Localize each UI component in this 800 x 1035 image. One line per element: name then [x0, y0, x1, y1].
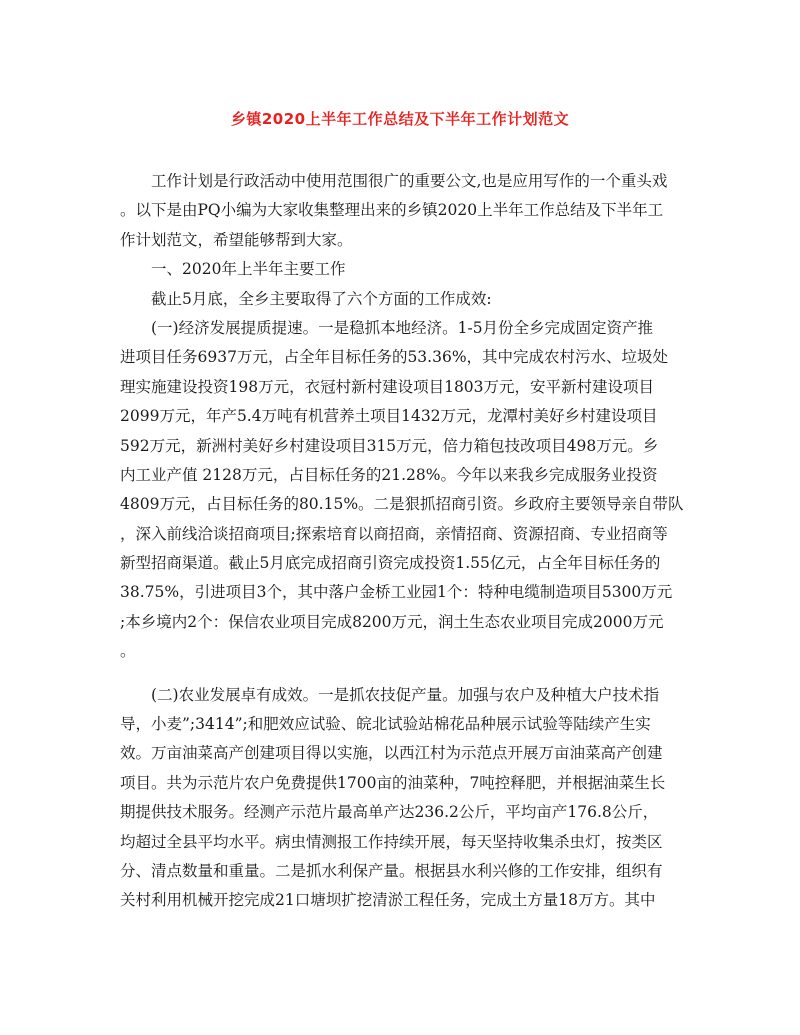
document-title: 乡镇2020上半年工作总结及下半年工作计划范文 — [230, 110, 570, 128]
paragraph-line: ，深入前线洽谈招商项目;探索培育以商招商，亲情招商、资源招商、专业招商等 — [120, 524, 668, 543]
paragraph-line: ;本乡境内2个：保信农业项目完成8200万元，润土生态农业项目完成2000万元 — [120, 612, 664, 631]
paragraph-line: 导，小麦”;3414”;和肥效应试验、皖北试验站棉花品种展示试验等陆续产生实 — [120, 715, 651, 734]
paragraph-line: (二)农业发展卓有成效。一是抓农技促产量。加强与农户及种植大户技术指 — [151, 685, 660, 704]
paragraph-line: 期提供技术服务。经测产示范片最高单产达236.2公斤，平均亩产176.8公斤， — [120, 803, 659, 822]
paragraph-line: 4809万元，占目标任务的80.15%。二是狠抓招商引资。乡政府主要领导亲自带队 — [120, 495, 684, 514]
paragraph-line: 作计划范文，希望能够帮到大家。 — [120, 230, 353, 249]
paragraph-line: 38.75%，引进项目3个，其中落户金桥工业园1个：特种电缆制造项目5300万元 — [120, 583, 673, 602]
paragraph-line: (一)经济发展提质提速。一是稳抓本地经济。1-5月份全乡完成固定资产推 — [151, 318, 654, 337]
paragraph-line: 均超过全县平均水平。病虫情测报工作持续开展，每天坚持收集杀虫灯，按类区 — [120, 832, 663, 851]
paragraph-line: 理实施建设投资198万元，衣冠村新村建设项目1803万元，安平新村建设项目 — [120, 377, 655, 396]
paragraph-line: 。以下是由PQ小编为大家收集整理出来的乡镇2020上半年工作总结及下半年工 — [120, 201, 664, 220]
paragraph-line: 关村利用机械开挖完成21口塘坝扩挖清淤工程任务，完成土方量18万方。其中 — [120, 891, 656, 910]
paragraph-line: 截止5月底，全乡主要取得了六个方面的工作成效: — [151, 289, 492, 308]
paragraph-line: 内工业产值 2128万元，占目标任务的21.28%。今年以来我乡完成服务业投资 — [120, 465, 658, 484]
paragraph-line: 592万元，新洲村美好乡村建设项目315万元，倍力箱包技改项目498万元。乡 — [120, 436, 659, 455]
paragraph-line: 2099万元，年产5.4万吨有机营养土项目1432万元，龙潭村美好乡村建设项目 — [120, 407, 658, 426]
paragraph-line: 效。万亩油菜高产创建项目得以实施，以西江村为示范点开展万亩油菜高产创建 — [120, 744, 663, 763]
paragraph-line: 新型招商渠道。截止5月底完成招商引资完成投资1.55亿元，占全年目标任务的 — [120, 554, 661, 573]
paragraph-gap — [120, 667, 680, 681]
document-body — [120, 167, 684, 916]
section-heading: 一、2020年上半年主要工作 — [151, 260, 346, 279]
paragraph-line: 进项目任务6937万元，占全年目标任务的53.36%，其中完成农村污水、垃圾处 — [120, 348, 669, 367]
paragraph-line: 项目。共为示范片农户免费提供1700亩的油菜种，7吨控释肥，并根据油菜生长 — [120, 773, 666, 792]
paragraph-line: 分、清点数量和重量。二是抓水利保产量。根据县水利兴修的工作安排，组织有 — [120, 861, 663, 880]
paragraph-line: 。 — [120, 642, 136, 661]
paragraph-line: 工作计划是行政活动中使用范围很广的重要公文,也是应用写作的一个重头戏 — [151, 172, 668, 190]
